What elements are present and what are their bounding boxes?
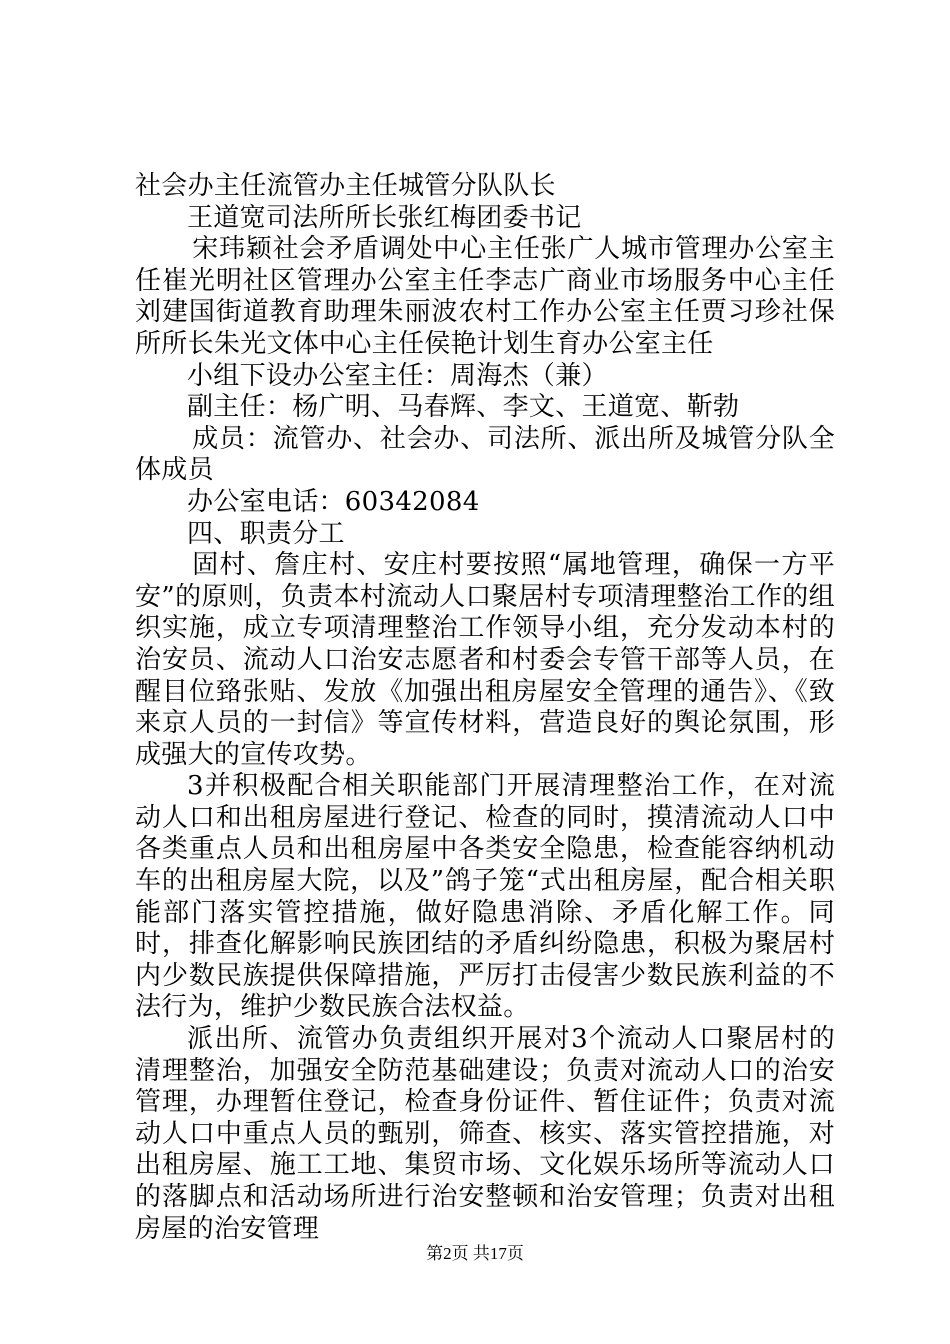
paragraph-officials-list-3: 宋玮颖社会矛盾调处中心主任张广人城市管理办公室主任崔光明社区管理办公室主任李志广商业市场服务中心主任刘建国街道教育助理朱丽波农村工作办公室主任贾习珍社保所所长朱光文体中心主任侯艳计划生育办公室主任 [135, 234, 835, 359]
paragraph-village-duties: 固村、詹庄村、安庄村要按照“属地管理，确保一方平安”的原则，负责本村流动人口聚居村专项清理整治工作的组织实施，成立专项清理整治工作领导小组，充分发动本村的治安员、流动人口治安志愿者和村委会专管干部等人员，在醒目位臵张贴、发放《加强出租房屋安全管理的通告》、《致来京人员的一封信》等宣传材料，营造良好的舆论氛围，形成强大的宣传攻势。 [135, 550, 835, 770]
paragraph-cooperation: 3并积极配合相关职能部门开展清理整治工作，在对流动人口和出租房屋进行登记、检查的同时，摸清流动人口中各类重点人员和出租房屋中各类安全隐患，检查能容纳机动车的出租房屋大院，以及”鸽子笼“式出租房屋，配合相关职能部门落实管控措施，做好隐患消除、矛盾化解工作。同时，排查化解影响民族团结的矛盾纠纷隐患，积极为聚居村内少数民族提供保障措施，严厉打击侵害少数民族利益的不法行为，维护少数民族合法权益。 [135, 771, 835, 1023]
paragraph-office-director: 小组下设办公室主任：周海杰（兼） [187, 360, 608, 391]
paragraph-officials-list-1: 社会办主任流管办主任城管分队队长 [135, 171, 556, 201]
page-number-footer: 第2页 共17页 [426, 1244, 524, 1263]
section-heading-duties: 四、职责分工 [187, 518, 345, 549]
paragraph-officials-list-2: 王道宽司法所所长张红梅团委书记 [187, 202, 582, 233]
paragraph-police-duties: 派出所、流管办负责组织开展对3个流动人口聚居村的清理整治，加强安全防范基础建设；负责对流动人口的治安管理，办理暂住登记，检查身份证件、暂住证件；负责对流动人口中重点人员的甄别，筛查、核实、落实管控措施，对出租房屋、施工工地、集贸市场、文化娱乐场所等流动人口的落脚点和活动场所进行治安整顿和治安管理；负责对出租房屋的治安管理 [135, 1024, 835, 1244]
paragraph-deputy-directors: 副主任：杨广明、马春辉、李文、王道宽、靳勃 [187, 392, 740, 423]
paragraph-members: 成员：流管办、社会办、司法所、派出所及城管分队全体成员 [135, 423, 835, 486]
paragraph-office-phone: 办公室电话：60342084 [187, 486, 480, 517]
document-body [135, 171, 835, 1245]
